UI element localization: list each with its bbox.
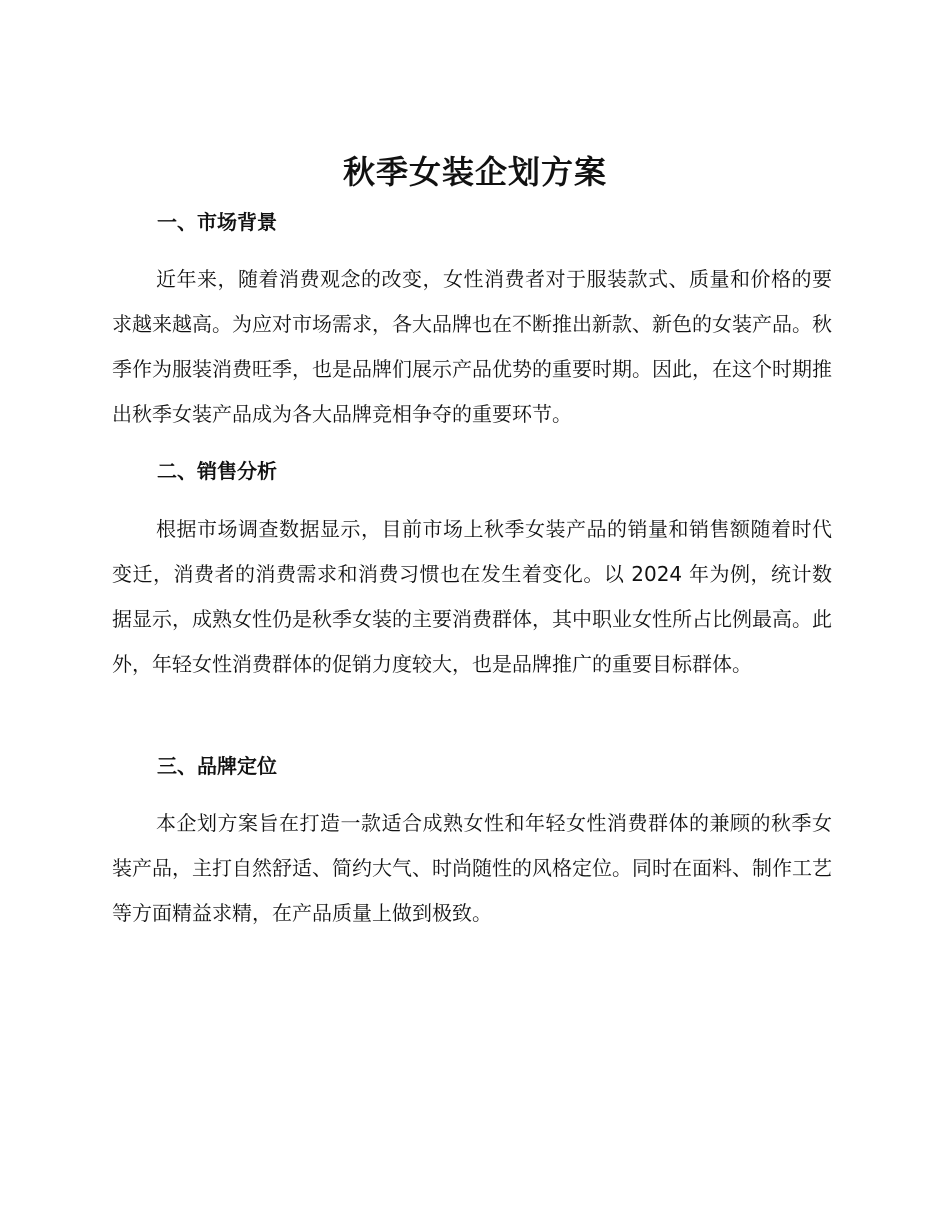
section-body-sales-analysis: 根据市场调查数据显示，目前市场上秋季女装产品的销量和销售额随着时代变迁，消费者的消费需求和消费习惯也在发生着变化。以 2024 年为例，统计数据显示，成熟女性仍是秋季女装的主要消费群体，其中职业女性所占比例最高。此外，年轻女性消费群体的促销力度较大，也是品牌推广的重要目标群体。 (112, 517, 832, 676)
section-body-brand-positioning: 本企划方案旨在打造一款适合成熟女性和年轻女性消费群体的兼顾的秋季女装产品，主打自然舒适、简约大气、时尚随性的风格定位。同时在面料、制作工艺等方面精益求精，在产品质量上做到极致。 (112, 811, 832, 925)
section-heading-market-background: 一、市场背景 (157, 210, 277, 234)
document-title: 秋季女装企划方案 (342, 153, 607, 191)
section-heading-sales-analysis: 二、销售分析 (157, 459, 277, 483)
section-body-market-background: 近年来，随着消费观念的改变，女性消费者对于服装款式、质量和价格的要求越来越高。为应对市场需求，各大品牌也在不断推出新款、新色的女装产品。秋季作为服装消费旺季，也是品牌们展示产品优势的重要时期。因此，在这个时期推出秋季女装产品成为各大品牌竞相争夺的重要环节。 (112, 267, 832, 426)
section-heading-brand-positioning: 三、品牌定位 (157, 754, 277, 778)
